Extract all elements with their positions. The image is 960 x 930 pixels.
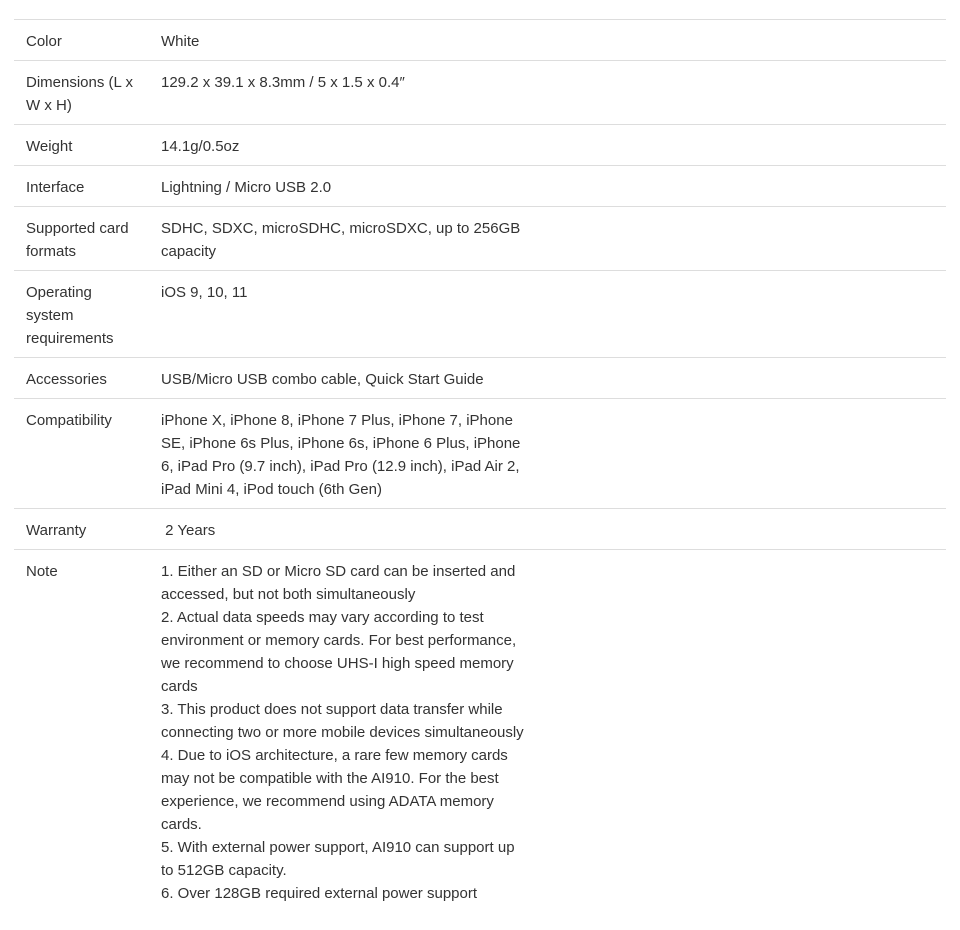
spec-value: USB/Micro USB combo cable, Quick Start Guide [161,371,484,388]
spec-row-dimensions [14,61,946,125]
note-list [149,560,529,905]
spec-label: Color [26,33,62,50]
spec-row-accessories [14,358,946,399]
note-item: 4. Due to iOS architecture, a rare few memory cards may not be compatible with the AI910. For the best experience, we recommend using ADATA memory cards. [161,747,508,833]
note-item: 5. With external power support, AI910 can support up to 512GB capacity. [161,839,515,879]
spec-row-color [14,20,946,61]
spec-label: Warranty [26,522,87,539]
spec-label: Operating system requirements [26,284,114,347]
spec-value: 2 Years [161,522,216,539]
specifications-table [14,19,946,912]
spec-value: White [161,33,200,50]
spec-value: 14.1g/0.5oz [161,138,240,155]
spec-row-note [14,550,946,912]
spec-label: Interface [26,179,85,196]
spec-label: Dimensions (L x W x H) [26,74,133,114]
spec-value: iPhone X, iPhone 8, iPhone 7 Plus, iPhone 7, iPhone SE, iPhone 6s Plus, iPhone 6s, iPhone 6 Plus, iPhone 6, iPad Pro (9.7 inch), iPad Pro (12.9 inch), iPad Air 2, iPad Mini 4, iPod touch (6th Gen) [161,412,521,498]
spec-value: 129.2 x 39.1 x 8.3mm / 5 x 1.5 x 0.4″ [161,74,405,91]
spec-row-card-formats [14,207,946,271]
note-item: 6. Over 128GB required external power support [161,885,478,902]
spec-label: Supported card formats [26,220,129,260]
note-item: 2. Actual data speeds may vary according to test environment or memory cards. For best performance, we recommend to choose UHS-I high speed memory cards [161,609,517,695]
spec-value: iOS 9, 10, 11 [161,284,248,301]
spec-label: Compatibility [26,412,112,429]
spec-label: Accessories [26,371,107,388]
spec-label: Weight [26,138,73,155]
spec-value: SDHC, SDXC, microSDHC, microSDXC, up to 256GB capacity [161,220,521,260]
spec-row-os-requirements [14,271,946,358]
spec-row-weight [14,125,946,166]
spec-label: Note [26,563,58,580]
spec-row-warranty [14,509,946,550]
note-item: 1. Either an SD or Micro SD card can be inserted and accessed, but not both simultaneously [161,563,516,603]
note-item: 3. This product does not support data transfer while connecting two or more mobile devices simultaneously [161,701,524,741]
spec-value: Lightning / Micro USB 2.0 [161,179,332,196]
spec-row-compatibility [14,399,946,509]
spec-row-interface [14,166,946,207]
